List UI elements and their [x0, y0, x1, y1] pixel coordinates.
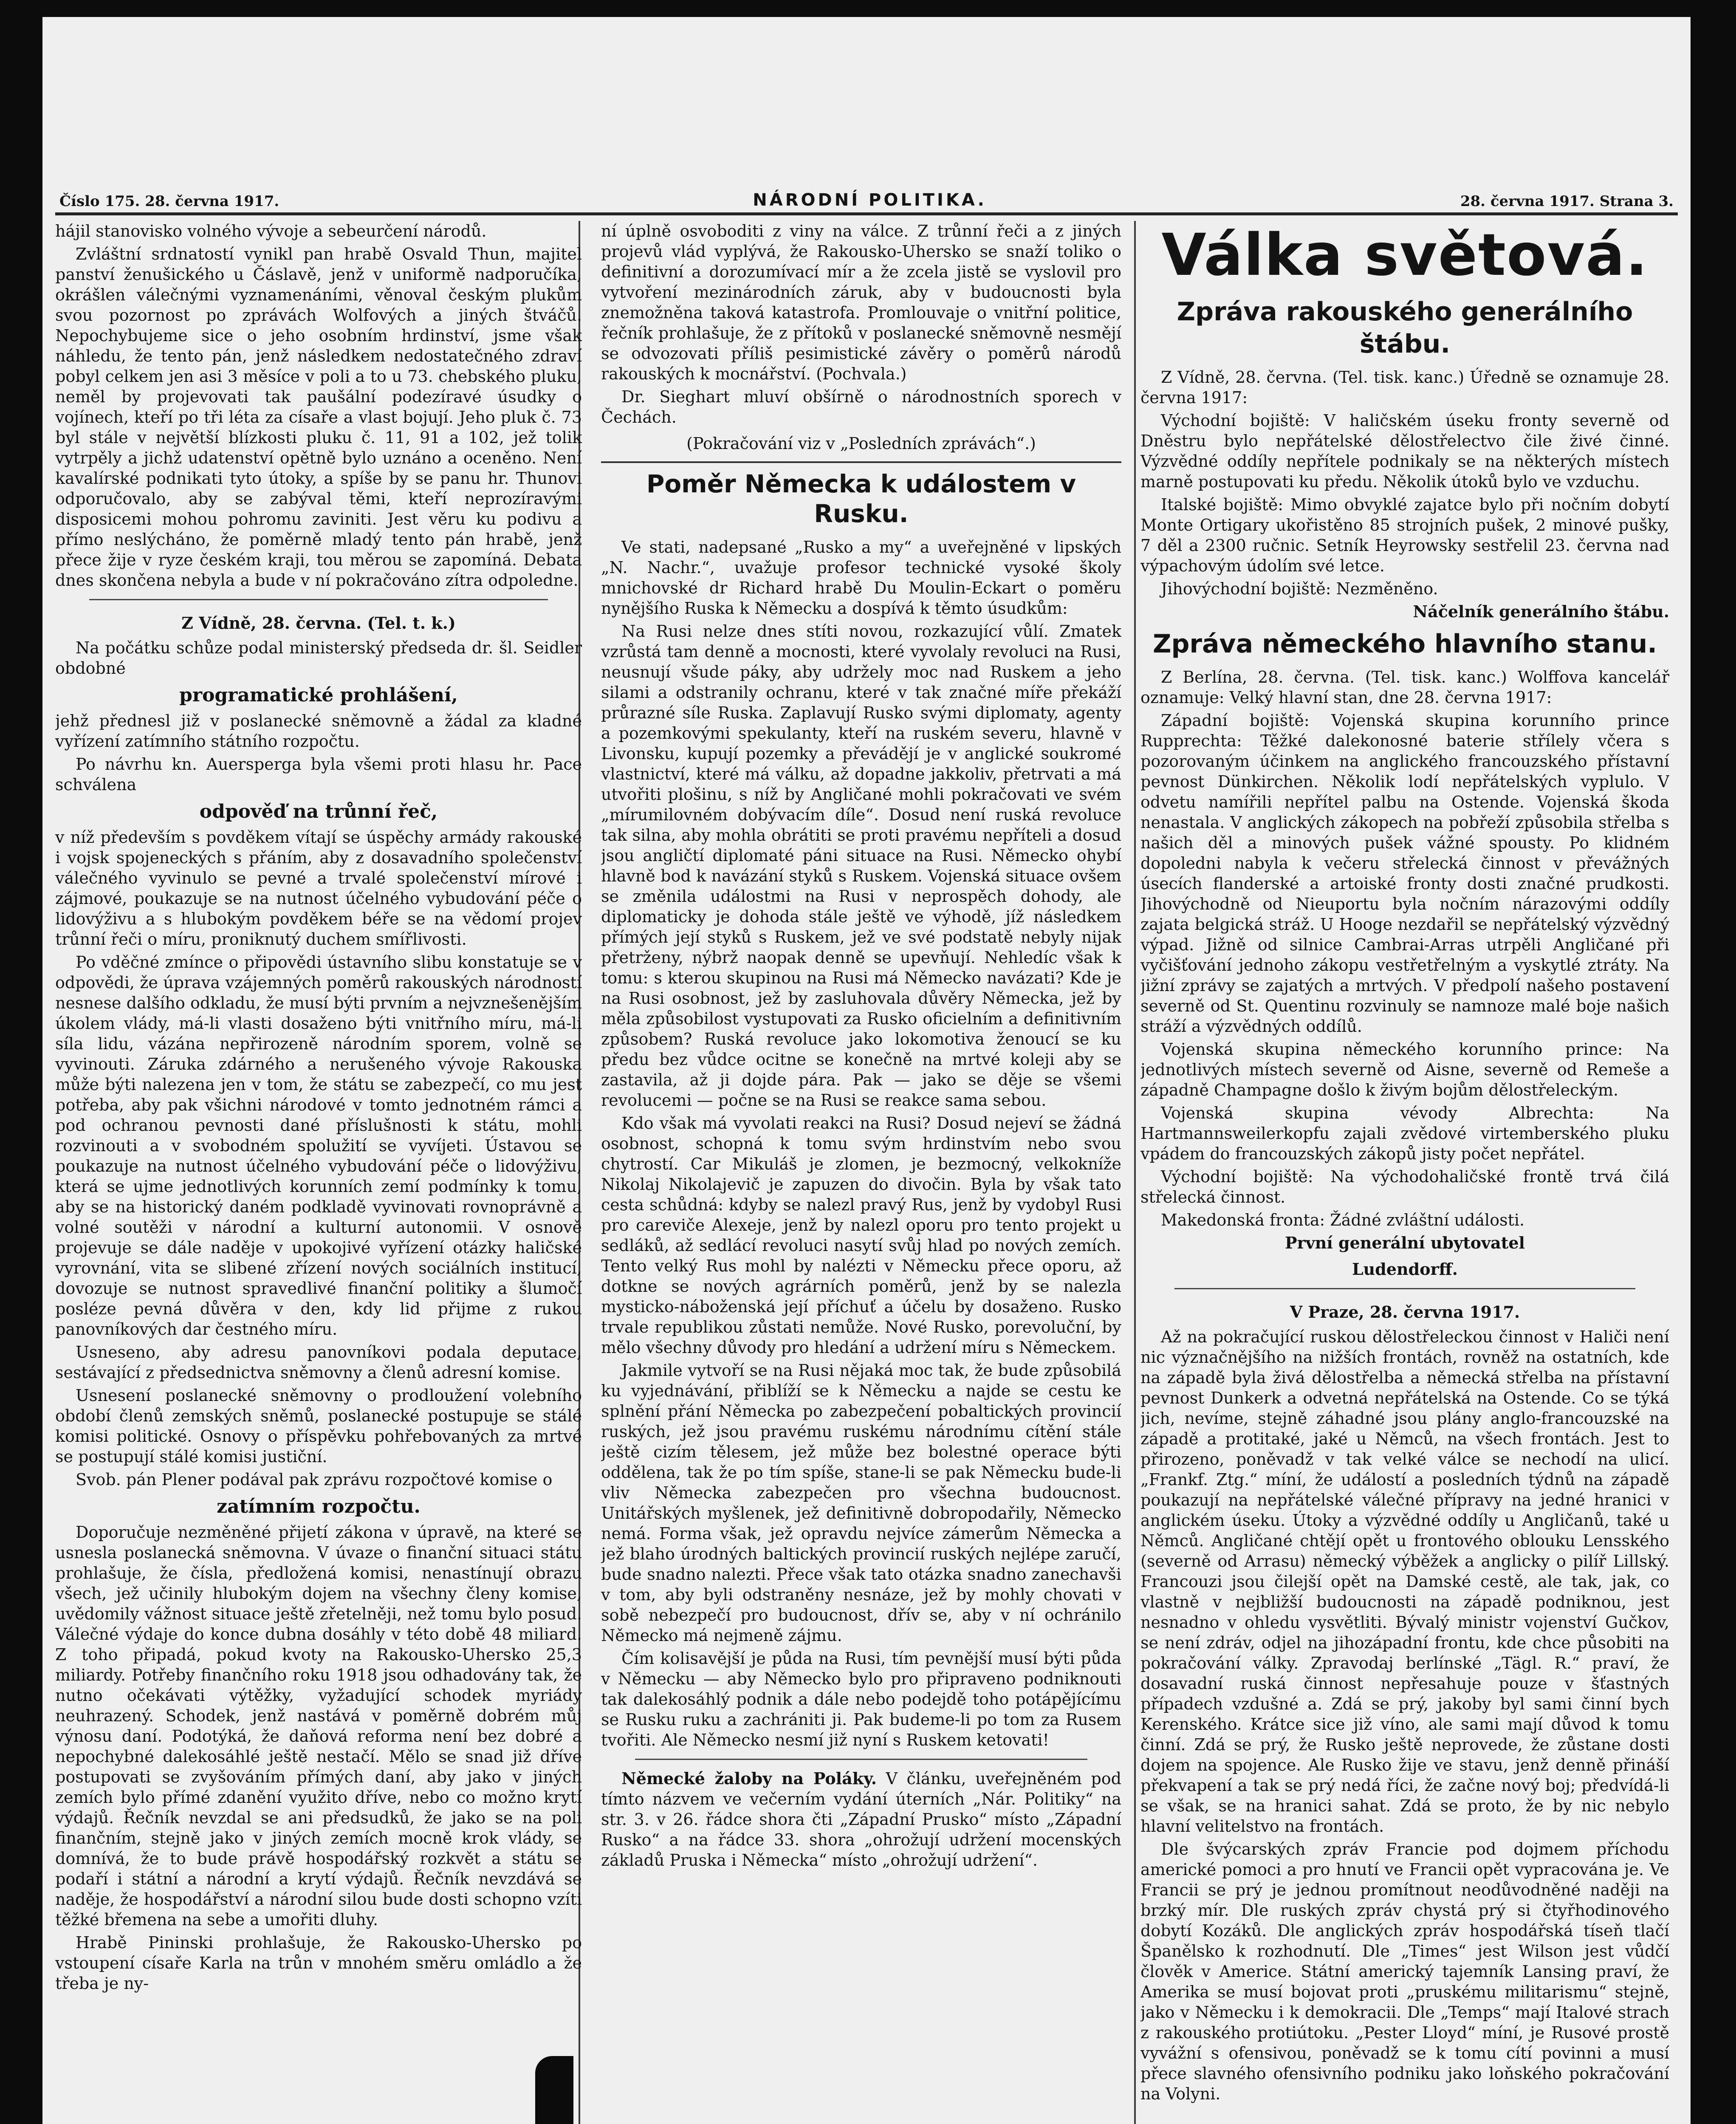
column-2: [601, 221, 1121, 2124]
page-header: [55, 189, 1678, 215]
header-date-page: 28. června 1917. Strana 3.: [1460, 193, 1674, 210]
paragraph: Čím kolisavější je půda na Rusi, tím pevnější musí býti půda v Německu — aby Německo bylo pro připraveno podniknouti tak dalekosáhlý podnik a dále nebo podejdě toho potápějícímu se Rusku ruku a zachrániti ji. Pak budeme-li po tom za Rusem tvořiti. Ale Německo nesmí již nyní s Ruskem ketovati!: [601, 1649, 1121, 1749]
article-title: Poměr Německa k událostem v Rusku.: [601, 461, 1121, 528]
paragraph: Na počátku schůze podal ministerský předseda dr. šl. Seidler obdobné: [55, 638, 582, 678]
paragraph: Dle švýcarských zpráv Francie pod dojmem příchodu americké pomoci a pro hnutí ve Francii opět vypracována je. Ve Francii se prý je jednou promítnout neodůvodněné naději na brzký mír. Dle ruských zpráv chystá prý si čtyřhodinového dobytí Kozáků. Dle anglických zpráv hospodářská tíseň tlačí Španělsko k rozhodnutí. Dle „Times“ jest Wilson jest vůdčí člověk v Americe. Státní americký tajemník Lansing praví, že Amerika se musí bojovat proti „pruskému militarismu“ stejně, jako v Německu i k demokracii. Dle „Temps“ mají Italové strach z rakouského protiútoku. „Pester Lloyd“ míní, je Rusové prostě vyvážní s ofensivou, poněvadž se k tomu cítí povinni a musí přece slavného ofensivního podniku jako loňského pokračování na Volyni.: [1140, 1840, 1669, 2103]
paragraph: Hrabě Pininski prohlašuje, že Rakousko-Uhersko po vstoupení císaře Karla na trůn v mnohém směru omládlo a že třeba je ny-: [55, 1933, 582, 1993]
divider: [1174, 1288, 1635, 1289]
paragraph: Až na pokračující ruskou dělostřeleckou činnost v Haliči není nic význačnějšího na nižších frontách, rovněž na ostatních, kde na západě byla živá dělostřelba a německá střelba na přístavní pevnost Dunkerk a odvetná nepřátelská na Ostende. Co se týká jich, nevíme, stejně záhadné jsou plány anglo-francouzské na západě a protitaké, jaké u Němců, na všech frontách. Jest to přirozeno, poněvadž v tak velké válce se nechodí na ulicí. „Frankf. Ztg.“ míní, že událostí a posledních týdnů na západě poukazují na nepřátelské válečné přípravy na jedné hranici v anglickém úseku. Útoky a výzvědné oddíly u Angličanů, také u Němců. Angličané chtějí opět u frontového oblouku Lensského (severně od Arrasu) německý výběžek a anglicky o pilíř Lillský. Francouzi jsou čilejší opět na Damské cestě, ale tak, jak, co vlastně v nejbližší budoucnosti na západě podniknou, jest nesnadno v ohledu vysvětliti. Bývalý ministr vojenství Gučkov, se není zdráv, odjel na jihozápadní frontu, kde chce působiti na pokračování války. Zpravodaj berlínské „Tägl. R.“ praví, že dosavadní ruská činnost nepřesahuje pouze v šťastných případech vzdušné a. Zdá se prý, jakoby byl sami činní bych Kerenského. Krátce sice již víno, ale sami mají důvod k tomu činní. Zdá se prý, že Rusko ještě neprovede, že zůstane dosti dojem na spojence. Ale Rusko žije ve stavu, jenž denně přináší překvapení a tak se prý nedá říci, že začne nový boj; předvídá-li se však, se na hranici sahat. Zdá se proto, že by nic nebylo hlavní velitelstvo na frontách.: [1140, 1328, 1669, 1836]
columns: [55, 221, 1678, 2124]
paragraph: Východní bojiště: V haličském úseku fronty severně od Dněstru bylo nepřátelské dělostřelectvo čile živé činné. Výzvědné oddíly nepřítele podnikaly se na některých místech marně postupovati ku předu. Několik útoků bylo ve vzduchu.: [1140, 411, 1669, 491]
newspaper-page: [42, 17, 1691, 2124]
subheading: odpověď na trůnní řeč,: [199, 801, 438, 822]
report-title: Zpráva německého hlavního stanu.: [1152, 629, 1657, 659]
divider: [635, 1759, 1087, 1760]
paragraph: Na Rusi nelze dnes stíti novou, rozkazující vůlí. Zmatek vzrůstá tam denně a mocnosti, které vyvolaly revoluci na Rusi, neusnují všude páky, aby udržely moc nad Ruskem a jeho silami a odstranily ochranu, které v tak značné míře překáží průrazné síle Ruska. Zaplavují Rusko svými diplomaty, agenty a pozemkovými spekulanty, kteří na ruském severu, hlavně v Livonsku, kupují pozemky a převádějí je v anglické soukromé vlastnictví, které má válku, až dopadne jakkoliv, přetrvati a má utvořiti plošinu, s níž by Angličané mohli pokračovati ve svém „mírumilovném dobývacím díle“. Dosud není ruská revoluce tak silna, aby mohla obrátiti se proti pravému nepříteli a dosud jsou angličtí diplomaté páni situace na Rusi. Německo ohybí hlavně bod k navázání styků s Ruskem. Vojenská situace ovšem se změnila událostmi na Rusi v neprospěch dohody, ale diplomaticky je dohoda stále ještě ve výhodě, jíž následkem přímých její styků s Ruskem, jež ve své podstatě nebyly nijak přetrženy, nýbrž naopak denně se upevňují. Nehledíc však k tomu: s kterou skupinou na Rusi má Německo navázati? Kde je na Rusi osobnost, jež by zasluhovala důvěry Německa, jež by měla způsobilost vystupovati za Rusko oficielním a definitivním způsobem? Ruská revoluce jako lokomotiva ženoucí se ku předu bez vůdce ocitne se konečně na mrtvé koleji aby se zastavila, až ji dojde pára. Pak — jako se děje se všemi revolucemi — počne se na Rusi se reakce sama sebou.: [601, 622, 1121, 1110]
paragraph: Ve stati, nadepsané „Rusko a my“ a uveřejněné v lipských „N. Nachr.“, uvažuje profesor technické vysoké školy mnichovské dr Richard hrabě Du Moulin-Eckart o poměru nynějšího Ruska k Německu a dospívá k těmto úsudkům:: [601, 538, 1121, 618]
torn-edge: [535, 2056, 573, 2124]
paragraph: hájil stanovisko volného vývoje a sebeurčení národů.: [55, 222, 487, 240]
paragraph: Dr. Sieghart mluví obšírně o národnostních sporech v Čechách.: [601, 387, 1121, 426]
paragraph: Jakmile vytvoří se na Rusi nějaká moc tak, že bude způsobilá ku vyjednávání, přiblíží se k Německu a najde se cestu ke splnění přání Německa po zabezpečení pobaltických provincií ruských, jež jsou pravému ruskému národnímu cítění stále ještě cizím tělesem, jež může bez bolestné operace býti oddělena, tak že po tím spíše, stane-li se pak Německu bude-li vliv Německa zabezpečen pro všechna budoucnost. Unitářských myšlenek, jež definitivně dobropodařily, Německo nemá. Forma však, jež opravdu nejvíce zámerům Německa a jež blaho úrodných baltických provincií ruských nejlépe zaručí, bude snadno nalezti. Přece však tato otázka snadno zanechavši v tom, aby byli odstraněny nesnáze, jež by mohly chovati v sobě nebezpečí pro budoucnost, dřív se, aby v ní ochránilo Německo má nejmeně zájmu.: [601, 1361, 1121, 1645]
note-paragraph: [601, 1768, 1121, 1870]
column-1: [55, 221, 582, 2124]
signature: Ludendorff.: [1352, 1260, 1458, 1279]
paragraph: Z Berlína, 28. června. (Tel. tisk. kanc.) Wolffova kancelář oznamuje: Velký hlavní stan, dne 28. června 1917:: [1140, 668, 1669, 707]
paragraph: Usnesení poslanecké sněmovny o prodloužení volebního období členů zemských sněmů, poslanecké postupuje se stálé komisi politické. Osnovy o příspěvku pohřebovaných za mrtvé se postupují stálé komisi justiční.: [55, 1386, 582, 1466]
section-title: Válka světová.: [1161, 222, 1648, 289]
paragraph: Z Vídně, 28. června. (Tel. tisk. kanc.) Úředně se oznamuje 28. června 1917:: [1140, 368, 1669, 407]
paragraph: Po návrhu kn. Auersperga byla všemi proti hlasu hr. Pace schválena: [55, 755, 582, 794]
paragraph: v níž především s povděkem vítají se úspěchy armády rakouské i vojsk spojeneckých s přáním, aby z dosavadního společenství válečného vyvinulo se pevné a trvalé společenství mírové i zájmové, poukazuje se na nutnost účelného vybudování péče o lidovýživu a s hlubokým povděkem béře se na vědomí projev trůnní řeči o míru, proniknutý duchem smířlivosti.: [55, 828, 582, 949]
newspaper-title: NÁRODNÍ POLITIKA.: [753, 190, 987, 210]
paragraph: Západní bojiště: Vojenská skupina korunního prince Rupprechta: Těžké dalekonosné baterie střílely včera s pozorovaným účinkem na anglického francouzského přístavní pevnost Dünkirchen. Několik lodí nepřátelských vyplulo. V odvetu namířili nepřítel palbu na Ostende. Vojenská škoda nenastala. V anglických zákopech na pobřeží způsobila střelba s našich děl a minových pušek vážné spousty. Po klidném dopoledni nabyla k večeru střelecká činnost v převážných úsecích flanderské a artoiské fronty dosti značné prudkosti. Jihovýchodně od Nieuportu byla nočním nárazovými oddíly zajata belgická stráž. U Hooge nezdařil se nepřátelský výzvědný výpad. Jižně od silnice Cambrai-Arras utrpěli Angličané při vyčišťování jednoho zákopu vestřetřelným a vyskytlé ztráty. Na jižní zprávy se zajatých a mrtvých. V předpolí našeho postavení severně od St. Quentinu rozvinuly se namnoze malé boje našich stráží a výzvědných oddílů.: [1140, 711, 1669, 1036]
divider: [89, 599, 548, 600]
continuation-note: (Pokračování viz v „Posledních zprávách“.): [686, 434, 1036, 453]
header-issue-date: Číslo 175. 28. června 1917.: [59, 193, 279, 210]
paragraph: ní úplně osvoboditi z viny na válce. Z trůnní řeči a z jiných projevů vlád vyplývá, že Rakousko-Uhersko se snaží toliko o definitivní a dorozumívací mír a že zcela jistě se vyslovil pro vytvoření mezinárodních záruk, aby v budoucnosti byla znemožněna taková katastrofa. Promlouvaje o vnitřní politice, řečník prohlašuje, že z přítoků v poslanecké sněmovně nesmějí se odvozovati příliš pesimistické závěry o poměrů národů rakouských k mocnářství. (Pochvala.): [601, 222, 1121, 383]
paragraph: Makedonská fronta: Žádné zvláštní události.: [1161, 1211, 1525, 1229]
column-3: [1140, 221, 1669, 2124]
paragraph: Kdo však má vyvolati reakci na Rusi? Dosud nejeví se žádná osobnost, schopná k tomu svým hrdinstvím nebo svou chytrostí. Car Mikuláš je zlomen, je bezmocný, velkokníže Nikolaj Nikolajevič je zapuzen do divočin. Byla by však tato cesta schůdná: kdyby se nalezl pravý Rus, jenž by vydobyl Rusi pro careviče Alexeje, jenž by nalezl oporu pro tento projekt u sedláků, až sedlácí revoluci nasytí svůj hlad po nových zemích. Tento velký Rus mohl by nalézti v Německu přece oporu, až dotkne se nových agrárních poměrů, jenž by se nalezla mysticko-náboženská její příchuť a účelu by dosaženo. Rusko trvale republikou zůstati nemůže. Nové Rusko, porevoluční, by mělo všechny důvody pro hledání a udržení míru s Německem.: [601, 1114, 1121, 1357]
paragraph: Usneseno, aby adresu panovníkovi podala deputace, sestávající z předsednictva sněmovny a členů adresní komise.: [55, 1343, 582, 1382]
paragraph: Po vděčné zmínce o připovědi ústavního slibu konstatuje se v odpovědi, že úprava vzájemných poměrů rakouských národností nesnese dalšího odkladu, že musí býti prvním a nejvznešenějším úkolem vlády, má-li vlasti dosaženo býti vnitřního míru, má-li síla lidu, vázána nepřirozeně národním sporem, volně se vyvinouti. Záruka zdárného a nerušeného vývoje Rakouska může býti nalezena jen v tom, že státu se zabezpečí, co mu jest potřeba, aby pak všichni národové v tomto jednotném rámci a pod ochranou pevnosti dané příslušnosti k státu, mohli rozvinouti a v svobodném spolužití se vyvíjeti. Ústavou se poukazuje na nutnost účelného vybudování péče o lidovýživu, která se ujme jednotlivých korunních zemí podmínky k tomu, aby se na historický daném podkladě vyvinovati rovnoprávně a volné soutěži v národní a kulturní autonomii. V osnově projevuje se dále naděje v upokojivé vyřízení otázky haličské vyrovnání, vita se slibené zřízení nových sociálních institucí, dovozuje se nutnost spravedlivé finanční politiky a šlumočí posléze pevná důvěra v den, kdy lid přijme z rukou panovníkových dar čestného míru.: [55, 953, 582, 1339]
signature: Náčelník generálního štábu.: [1413, 602, 1669, 621]
paragraph: Svob. pán Plener podával pak zprávu rozpočtové komise o: [76, 1470, 553, 1489]
paragraph: Jihovýchodní bojiště: Nezměněno.: [1161, 579, 1438, 598]
dateline: Z Vídně, 28. června. (Tel. t. k.): [181, 613, 456, 633]
paragraph: Východní bojiště: Na východohaličské frontě trvá čilá střelecká činnost.: [1140, 1167, 1669, 1206]
paragraph: Doporučuje nezměněné přijetí zákona v úpravě, na které se usnesla poslanecká sněmovna. V úvaze o finanční situaci státu prohlašuje, že čísla, předložená komisi, nenastínují obrazu všech, jež učinily hlubokým dojem na všechny členy komise, uvědomily vážnost situace ještě zřetelněji, než tomu bylo posud. Válečné výdaje do konce dubna dosáhly v této době 48 miliard. Z toho připadá, pokud kvoty na Rakousko-Uhersko 25,3 miliardy. Potřeby finančního roku 1918 jsou odhadovány tak, že nutno očekávati výtěžky, vyžadující schodek myriády neuhrazený. Schodek, jenž nastává v poměrně dobrém můj výnosu daní. Podotýká, že daňová reforma není bez dobré a nepochybné dalekosáhlé ještě nestačí. Mělo se snad již dříve postupovati se zvyšováním přímých daní, aby jako v jiných zemích bylo přímé zdanění využito dříve, nebo co možno krytí výdajů. Řečník nevzdal se ani předsudků, že jako se na poli finančním, stejně jako v jiných zemích mocně krok vlády, se domnívá, že to bude právě hospodářský rozkvět a státu se podaří i státní a národní a krytí výdajů. Řečník nevzdává se naděje, že hospodářství a národní silou bude dosti schopno vzíti těžké břemena na sebe a umořiti dluhy.: [55, 1523, 582, 1929]
signature: První generální ubytovatel: [1285, 1233, 1525, 1252]
paragraph: jehž přednesl již v poslanecké sněmovně a žádal za kladné vyřízení zatímního státního rozpočtu.: [55, 712, 582, 751]
report-title: Zpráva rakouského generálního štábu.: [1177, 297, 1633, 359]
paragraph: Italské bojiště: Mimo obvyklé zajatce bylo při nočním dobytí Monte Ortigary ukořistěno 85 strojních pušek, 2 minové pušky, 7 děl a 2300 ručnic. Setník Heyrowsky sestřelil 23. června nad výpachovým údolím své letce.: [1140, 495, 1669, 575]
subheading: programatické prohlášení,: [179, 684, 458, 706]
subheading: zatímním rozpočtu.: [217, 1496, 421, 1517]
note-title: Německé žaloby na Poláky.: [621, 1769, 877, 1788]
note-text: V článku, uveřejněném pod tímto názvem ve večerním vydání úterních „Nár. Politiky“ na str. 3. v 26. řádce shora čti „Západní Prusko“ místo „Západní Rusko“ a na řádce 33. shora „ohrožují udržení mocenských základů Pruska i Německa“ místo „ohrožují udržení“.: [601, 1769, 1121, 1870]
paragraph: Vojenská skupina vévody Albrechta: Na Hartmannsweilerkopfu zajali zvědové virtemberského pluku vpádem do francouzských zákopů jisty počet nepřátel.: [1140, 1104, 1669, 1163]
dateline: V Praze, 28. června 1917.: [1290, 1302, 1520, 1322]
paragraph: Vojenská skupina německého korunního prince: Na jednotlivých místech severně od Aisne, severně od Remeše a západně Champagne došlo k živým bojům dělostřeleckým.: [1140, 1040, 1669, 1099]
paragraph: Zvláštní srdnatostí vynikl pan hrabě Osvald Thun, majitel panství ženušického u Čáslavě, jenž v uniformě nadporučíka, okrášlen válečnými vyznamenáními, věnoval českým plukům svou pozornost po zprávách Wolfových a jiných štváčů. Nepochybujeme sice o jeho osobním hrdinství, jsme však náhledu, že tento pán, jenž následkem nedostatečného zdraví pobyl celkem jen asi 3 měsíce v poli a to u 73. chebského pluku, neměl by projevovati tak paušální podezíravé úsudky o vojínech, kteří po tři léta za císaře a vlast bojují. Jeho pluk č. 73 byl stále v největší blízkosti pluku č. 11, 91 a 102, jež tolik vytrpěly a jichž udatenství opětně bylo uznáno a oceněno. Není kavalírské podnikati tyto útoky, a spíše by se panu hr. Thunovi odporučovalo, aby se zabýval těmi, kteří neprozíravými disposicemi mohou pohromu zaviniti. Jest věru ku podivu a přímo neslýcháno, že poměrně mladý tento pán hrabě, jenž přece žije v ryze českém kraji, tou měrou se zapomíná. Debata dnes skončena nebyla a bude v ní pokračováno zítra odpoledne.: [55, 245, 582, 590]
